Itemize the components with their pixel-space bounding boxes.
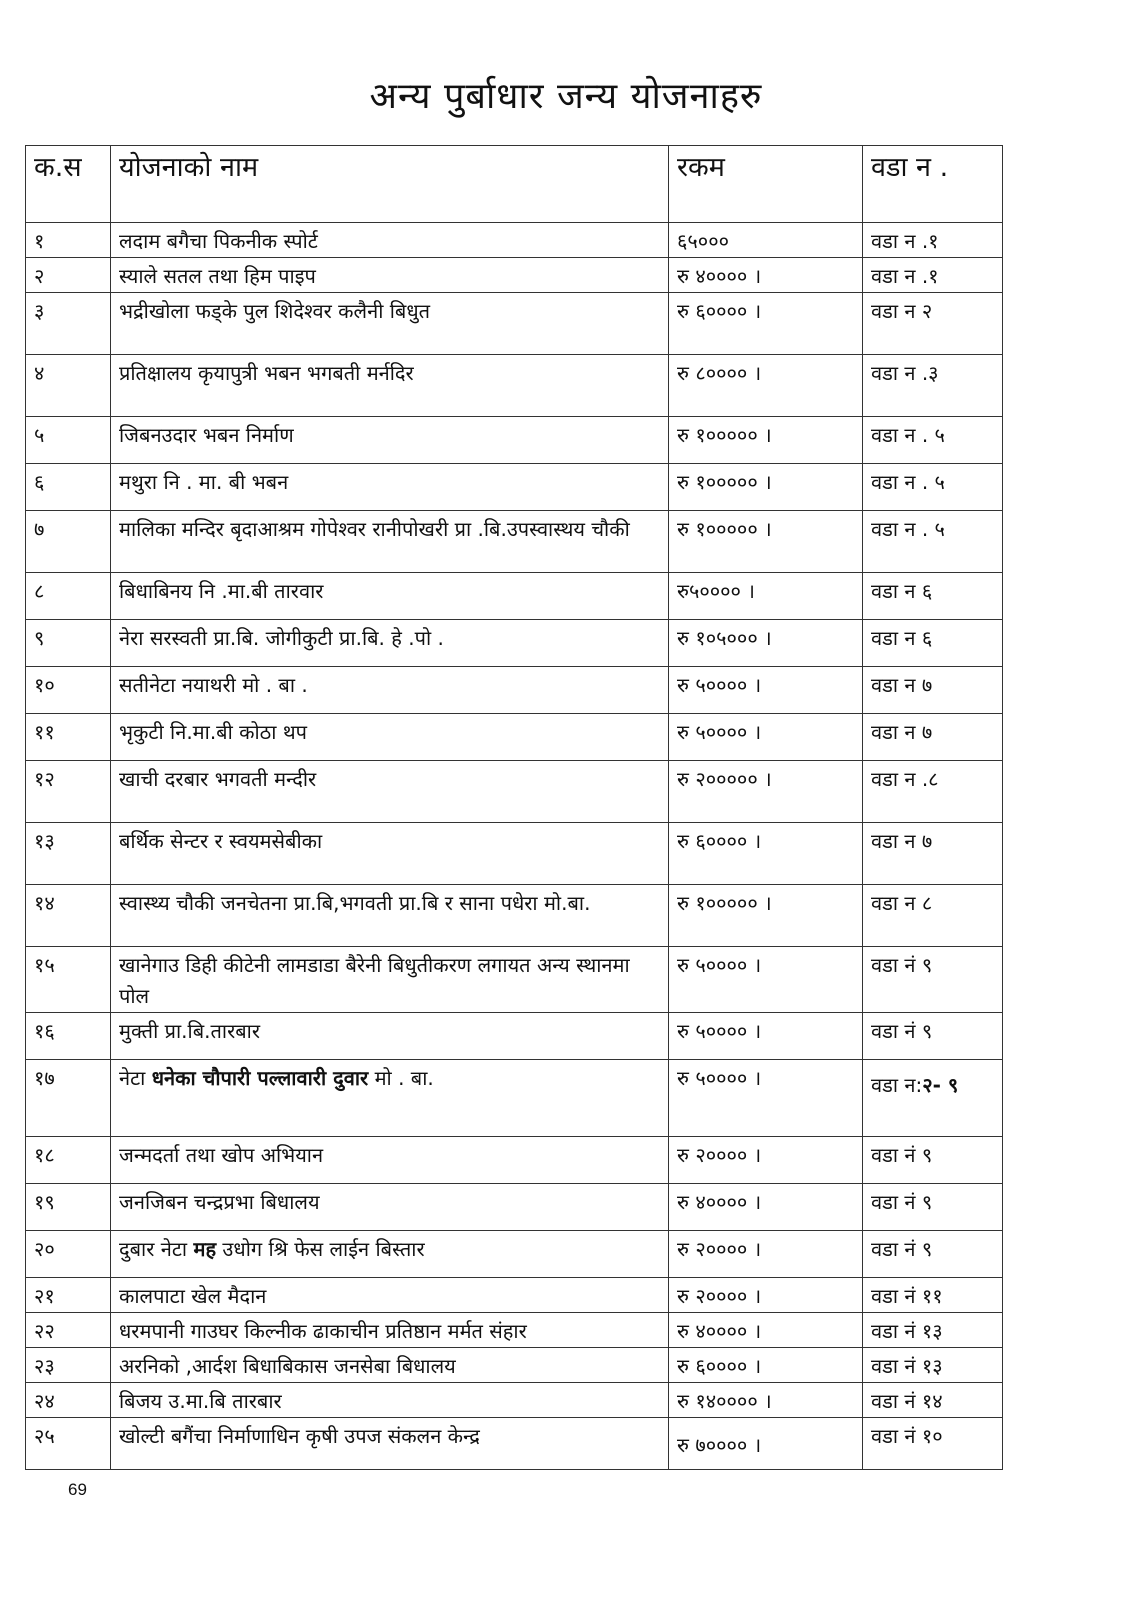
plan-name-text: मो . बा.	[368, 1066, 434, 1090]
row-serial: १४	[26, 885, 111, 947]
row-plan-name: खोल्टी बगैंचा निर्माणाधिन कृषी उपज संकलन केन्द्र	[111, 1418, 669, 1470]
row-plan-name: मथुरा नि . मा. बी भबन	[111, 464, 669, 511]
row-amount: रु ६०००० ।	[669, 1348, 863, 1383]
row-plan-name: मालिका मन्दिर बृदाआश्रम गोपेश्वर रानीपोखरी प्रा .बि.उपस्वास्थय चौकी	[111, 511, 669, 573]
row-serial: १	[26, 223, 111, 258]
row-amount: रु १००००० ।	[669, 464, 863, 511]
row-ward: वडा न ८	[863, 885, 1003, 947]
row-amount: रु २०००० ।	[669, 1137, 863, 1184]
row-ward: वडा नं ९	[863, 1137, 1003, 1184]
table-row	[26, 1184, 1003, 1231]
row-plan-name: भृकुटी नि.मा.बी कोठा थप	[111, 714, 669, 761]
row-serial: ३	[26, 293, 111, 355]
row-ward: वडा नं ९	[863, 947, 1003, 1013]
row-plan-name	[111, 1060, 669, 1137]
row-plan-name: बर्थिक सेन्टर र स्वयमसेबीका	[111, 823, 669, 885]
row-serial: ७	[26, 511, 111, 573]
table-row	[26, 667, 1003, 714]
row-ward: वडा नं १३	[863, 1313, 1003, 1348]
row-amount: रु १४०००० ।	[669, 1383, 863, 1418]
table-row	[26, 620, 1003, 667]
row-ward: वडा न .१	[863, 223, 1003, 258]
row-plan-name: नेरा सरस्वती प्रा.बि. जोगीकुटी प्रा.बि. हे .पो .	[111, 620, 669, 667]
row-ward: वडा न .१	[863, 258, 1003, 293]
table-row	[26, 1231, 1003, 1278]
row-amount: रु ५०००० ।	[669, 1060, 863, 1137]
table-row	[26, 1418, 1003, 1470]
table-row	[26, 1383, 1003, 1418]
table-header-row	[26, 146, 1003, 223]
row-amount: रु ४०००० ।	[669, 258, 863, 293]
table-row	[26, 223, 1003, 258]
row-ward: वडा न २	[863, 293, 1003, 355]
row-serial: १०	[26, 667, 111, 714]
table-row	[26, 1278, 1003, 1313]
row-plan-name: बिजय उ.मा.बि तारबार	[111, 1383, 669, 1418]
header-plan-name: योजनाको नाम	[111, 146, 669, 223]
page-number: 69	[68, 1480, 87, 1499]
plans-table	[25, 145, 1003, 1470]
header-amount: रकम	[669, 146, 863, 223]
row-ward: वडा नं ९	[863, 1013, 1003, 1060]
header-serial: क.स	[26, 146, 111, 223]
table-row	[26, 511, 1003, 573]
row-plan-name: स्याले सतल तथा हिम पाइप	[111, 258, 669, 293]
row-amount: रु ५०००० ।	[669, 667, 863, 714]
row-ward: वडा न . ५	[863, 417, 1003, 464]
row-amount: रु २००००० ।	[669, 761, 863, 823]
row-plan-name: जिबनउदार भबन निर्माण	[111, 417, 669, 464]
row-ward: वडा न ७	[863, 714, 1003, 761]
table-row	[26, 464, 1003, 511]
row-amount: रु १०५००० ।	[669, 620, 863, 667]
plan-name-bold-text: धनेका चौपारी पल्लावारी दुवार	[151, 1066, 369, 1090]
row-amount: रु ५०००० ।	[669, 714, 863, 761]
row-ward: वडा न . ५	[863, 511, 1003, 573]
row-plan-name: अरनिको ,आर्दश बिधाबिकास जनसेबा बिधालय	[111, 1348, 669, 1383]
row-serial: ६	[26, 464, 111, 511]
table-row	[26, 761, 1003, 823]
row-serial: २	[26, 258, 111, 293]
table-row	[26, 1060, 1003, 1137]
ward-bold-text: २- ९	[922, 1073, 959, 1097]
row-amount: रु ६०००० ।	[669, 293, 863, 355]
row-amount: रु ८०००० ।	[669, 355, 863, 417]
table-row	[26, 885, 1003, 947]
table-row	[26, 258, 1003, 293]
row-serial: १९	[26, 1184, 111, 1231]
row-plan-name: प्रतिक्षालय कृयापुत्री भबन भगबती मर्नदिर	[111, 355, 669, 417]
row-plan-name: जनजिबन चन्द्रप्रभा बिधालय	[111, 1184, 669, 1231]
row-plan-name: लदाम बगैचा पिकनीक स्पोर्ट	[111, 223, 669, 258]
page-title: अन्य पुर्बाधार जन्य योजनाहरु	[369, 76, 763, 117]
row-plan-name: भद्रीखोला फड्के पुल शिदेश्वर कलैनी बिधुत	[111, 293, 669, 355]
table-row	[26, 823, 1003, 885]
plan-name-text: उधोग श्रि फेस लाईन बिस्तार	[216, 1237, 425, 1261]
row-amount: रु ५०००० ।	[669, 1013, 863, 1060]
row-plan-name: धरमपानी गाउघर किल्नीक ढाकाचीन प्रतिष्ठान मर्मत संहार	[111, 1313, 669, 1348]
row-ward: वडा न . ५	[863, 464, 1003, 511]
row-plan-name: खानेगाउ डिही कीटेनी लामडाडा बैरेनी बिधुतीकरण लगायत अन्य स्थानमा पोल	[111, 947, 669, 1013]
row-ward: वडा नं १३	[863, 1348, 1003, 1383]
table-row	[26, 1348, 1003, 1383]
row-ward: वडा न .३	[863, 355, 1003, 417]
table-row	[26, 417, 1003, 464]
row-serial: १७	[26, 1060, 111, 1137]
row-amount: रु ६०००० ।	[669, 823, 863, 885]
row-serial: २३	[26, 1348, 111, 1383]
row-ward: वडा न ७	[863, 667, 1003, 714]
row-serial: ९	[26, 620, 111, 667]
row-amount: ६५०००	[669, 223, 863, 258]
plan-name-bold-text: मह	[193, 1237, 217, 1261]
row-serial: २५	[26, 1418, 111, 1470]
row-ward: वडा न .८	[863, 761, 1003, 823]
row-serial: २२	[26, 1313, 111, 1348]
row-ward: वडा नं ११	[863, 1278, 1003, 1313]
row-amount: रु ७०००० ।	[669, 1418, 863, 1470]
row-serial: १२	[26, 761, 111, 823]
row-ward: वडा नं ९	[863, 1184, 1003, 1231]
row-ward: वडा नं १०	[863, 1418, 1003, 1470]
table-row	[26, 355, 1003, 417]
row-amount: रु ४०००० ।	[669, 1313, 863, 1348]
row-plan-name: मुक्ती प्रा.बि.तारबार	[111, 1013, 669, 1060]
row-amount: रु ५०००० ।	[669, 947, 863, 1013]
row-serial: ११	[26, 714, 111, 761]
row-serial: २४	[26, 1383, 111, 1418]
header-ward: वडा न .	[863, 146, 1003, 223]
table-row	[26, 714, 1003, 761]
row-ward: वडा नं १४	[863, 1383, 1003, 1418]
row-serial: २१	[26, 1278, 111, 1313]
row-plan-name: सतीनेटा नयाथरी मो . बा .	[111, 667, 669, 714]
row-amount: रु १००००० ।	[669, 885, 863, 947]
row-ward: वडा न ६	[863, 573, 1003, 620]
row-serial: १६	[26, 1013, 111, 1060]
row-plan-name: जन्मदर्ता तथा खोप अभियान	[111, 1137, 669, 1184]
row-plan-name: कालपाटा खेल मैदान	[111, 1278, 669, 1313]
row-serial: १३	[26, 823, 111, 885]
row-amount: रु५०००० ।	[669, 573, 863, 620]
row-amount: रु २०००० ।	[669, 1231, 863, 1278]
table-row	[26, 1013, 1003, 1060]
row-serial: ५	[26, 417, 111, 464]
table-row	[26, 1313, 1003, 1348]
row-serial: १८	[26, 1137, 111, 1184]
ward-text: वडा न:	[871, 1073, 923, 1097]
row-amount: रु १००००० ।	[669, 511, 863, 573]
row-serial: ८	[26, 573, 111, 620]
plan-name-text: नेटा	[119, 1066, 152, 1090]
plan-name-text: दुबार नेटा	[119, 1237, 194, 1261]
row-plan-name	[111, 1231, 669, 1278]
row-ward: वडा नं ९	[863, 1231, 1003, 1278]
row-plan-name: स्वास्थ्य चौकी जनचेतना प्रा.बि,भगवती प्रा.बि र साना पधेरा मो.बा.	[111, 885, 669, 947]
row-amount: रु २०००० ।	[669, 1278, 863, 1313]
row-serial: ४	[26, 355, 111, 417]
row-plan-name: खाची दरबार भगवती मन्दीर	[111, 761, 669, 823]
table-row	[26, 1137, 1003, 1184]
table-row	[26, 947, 1003, 1013]
row-ward: वडा न ७	[863, 823, 1003, 885]
table-row	[26, 293, 1003, 355]
row-serial: १५	[26, 947, 111, 1013]
row-plan-name: बिधाबिनय नि .मा.बी तारवार	[111, 573, 669, 620]
table-row	[26, 573, 1003, 620]
row-amount: रु ४०००० ।	[669, 1184, 863, 1231]
row-ward: वडा न ६	[863, 620, 1003, 667]
row-serial: २०	[26, 1231, 111, 1278]
row-amount: रु १००००० ।	[669, 417, 863, 464]
row-ward	[863, 1060, 1003, 1137]
